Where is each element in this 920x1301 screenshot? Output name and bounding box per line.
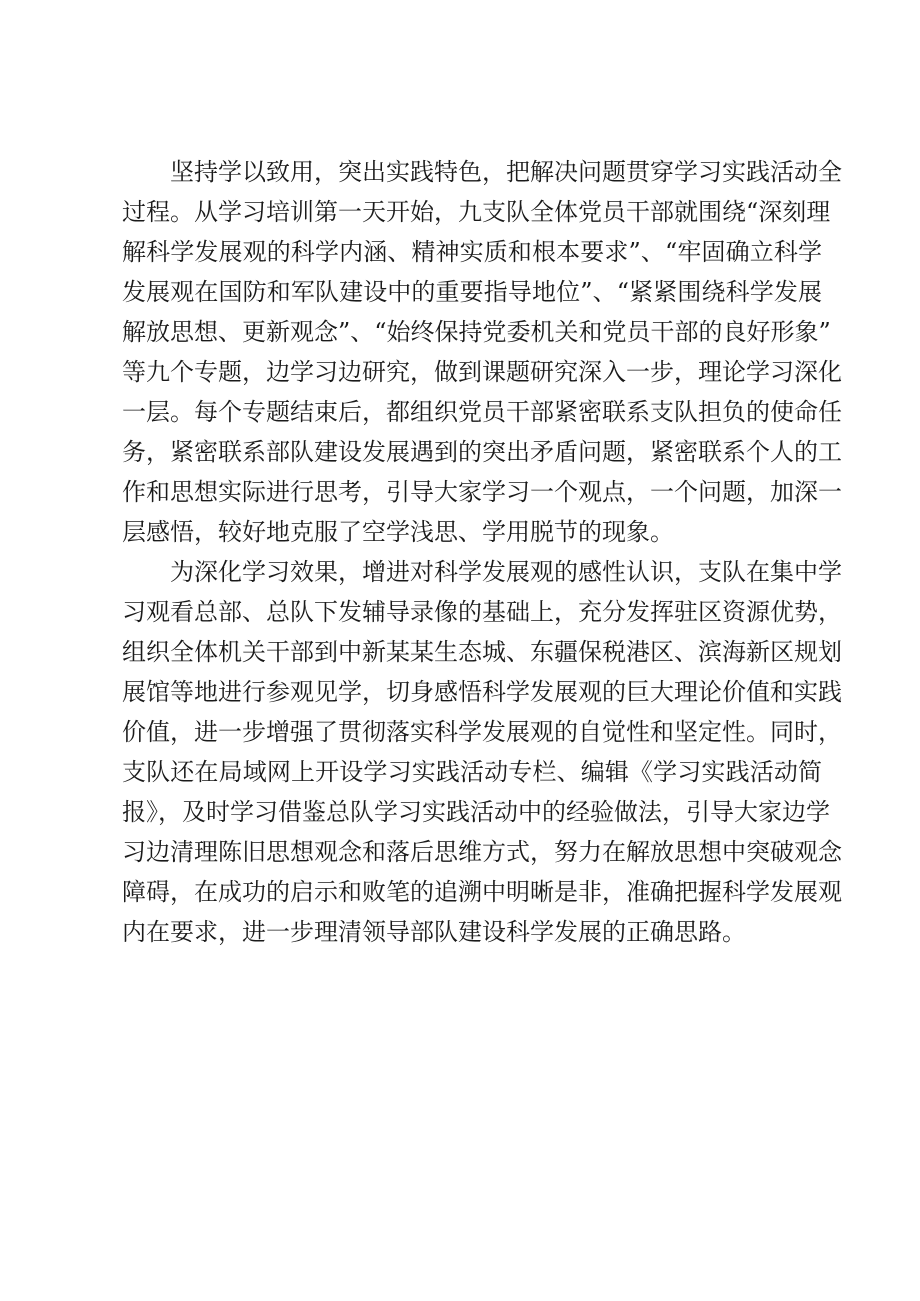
paragraph-1 <box>122 152 842 552</box>
paragraph-line: 内在要求，进一步理清领导部队建设科学发展的正确思路。 <box>122 918 746 946</box>
paragraph-line: 展馆等地进行参观见学，切身感悟科学发展观的巨大理论价值和实践 <box>122 678 842 706</box>
paragraph-line: 价值，进一步增强了贯彻落实科学发展观的自觉性和坚定性。同时， <box>122 718 842 746</box>
document-body <box>122 152 842 952</box>
paragraph-line: 发展观在国防和军队建设中的重要指导地位”、“紧紧围绕科学发展 <box>122 278 822 306</box>
paragraph-line: 等九个专题，边学习边研究，做到课题研究深入一步，理论学习深化 <box>122 358 842 386</box>
paragraph-2 <box>122 552 842 952</box>
paragraph-line: 组织全体机关干部到中新某某生态城、东疆保税港区、滨海新区规划 <box>122 638 842 666</box>
paragraph-line: 层感悟，较好地克服了空学浅思、学用脱节的现象。 <box>122 518 674 546</box>
paragraph-line: 过程。从学习培训第一天开始，九支队全体党员干部就围绕“深刻理 <box>122 198 831 226</box>
paragraph-line: 习观看总部、总队下发辅导录像的基础上，充分发挥驻区资源优势， <box>122 598 842 626</box>
paragraph-line: 一层。每个专题结束后，都组织党员干部紧密联系支队担负的使命任 <box>122 398 842 426</box>
paragraph-line: 务，紧密联系部队建设发展遇到的突出矛盾问题，紧密联系个人的工 <box>122 438 842 466</box>
paragraph-line: 障碍，在成功的启示和败笔的追溯中明晰是非，准确把握科学发展观 <box>122 878 842 906</box>
paragraph-line: 报》，及时学习借鉴总队学习实践活动中的经验做法，引导大家边学 <box>122 798 830 826</box>
paragraph-line: 支队还在局域网上开设学习实践活动专栏、编辑《学习实践活动简 <box>122 758 822 786</box>
paragraph-line: 为深化学习效果，增进对科学发展观的感性认识，支队在集中学 <box>170 558 842 586</box>
paragraph-line: 解放思想、更新观念”、“始终保持党委机关和党员干部的良好形象” <box>122 318 831 346</box>
paragraph-line: 作和思想实际进行思考，引导大家学习一个观点，一个问题，加深一 <box>122 478 842 506</box>
paragraph-line: 习边清理陈旧思想观念和落后思维方式，努力在解放思想中突破观念 <box>122 838 842 866</box>
paragraph-line: 坚持学以致用，突出实践特色，把解决问题贯穿学习实践活动全 <box>170 158 842 186</box>
paragraph-line: 解科学发展观的科学内涵、精神实质和根本要求”、“牢固确立科学 <box>122 238 822 266</box>
